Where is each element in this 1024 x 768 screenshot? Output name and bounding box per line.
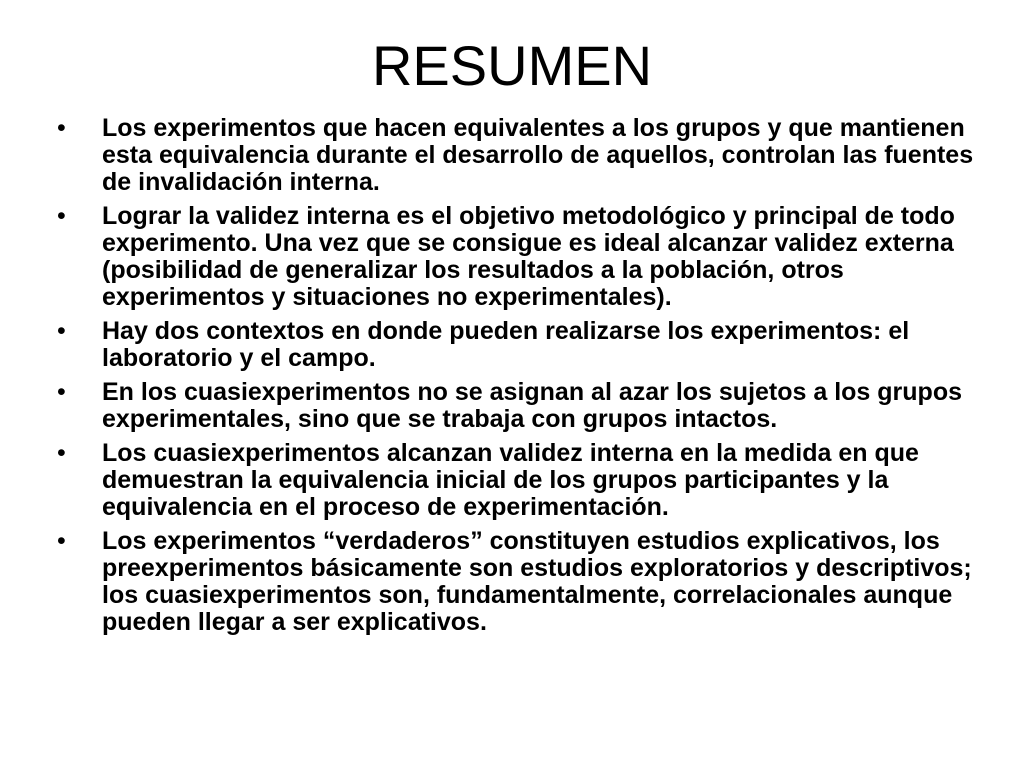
bullet-text: En los cuasiexperimentos no se asignan al azar los sujetos a los grupos experimentales, sino que se trabaja con grupos intactos. xyxy=(102,378,962,433)
bullet-list xyxy=(57,115,982,643)
bullet-item xyxy=(57,318,982,372)
bullet-item xyxy=(57,528,982,636)
slide-title: RESUMEN xyxy=(371,34,653,97)
bullet-text: Hay dos contextos en donde pueden realizarse los experimentos: el laboratorio y el campo. xyxy=(102,317,910,372)
bullet-text: Los experimentos que hacen equivalentes a los grupos y que mantienen esta equivalencia durante el desarrollo de aquellos, controlan las fuentes de invalidación interna. xyxy=(102,114,974,196)
bullet-text: Lograr la validez interna es el objetivo metodológico y principal de todo experimento. Una vez que se consigue es ideal alcanzar validez externa (posibilidad de generalizar los resultados a la población, otros experimentos y situaciones no experimentales). xyxy=(102,202,955,311)
bullet-dot-icon: • xyxy=(57,527,66,555)
bullet-item xyxy=(57,203,982,311)
bullet-item xyxy=(57,379,982,433)
bullet-dot-icon: • xyxy=(57,378,66,406)
bullet-item xyxy=(57,115,982,196)
bullet-dot-icon: • xyxy=(57,317,66,345)
bullet-dot-icon: • xyxy=(57,114,66,142)
bullet-text: Los cuasiexperimentos alcanzan validez interna en la medida en que demuestran la equivalencia inicial de los grupos participantes y la equivalencia en el proceso de experimentación. xyxy=(102,439,919,521)
bullet-text: Los experimentos “verdaderos” constituyen estudios explicativos, los preexperimentos básicamente son estudios exploratorios y descriptivos; los cuasiexperimentos son, fundamentalmente, correlacionales aunque pueden llegar a ser explicativos. xyxy=(102,527,972,636)
bullet-dot-icon: • xyxy=(57,439,66,467)
bullet-item xyxy=(57,440,982,521)
bullet-dot-icon: • xyxy=(57,202,66,230)
